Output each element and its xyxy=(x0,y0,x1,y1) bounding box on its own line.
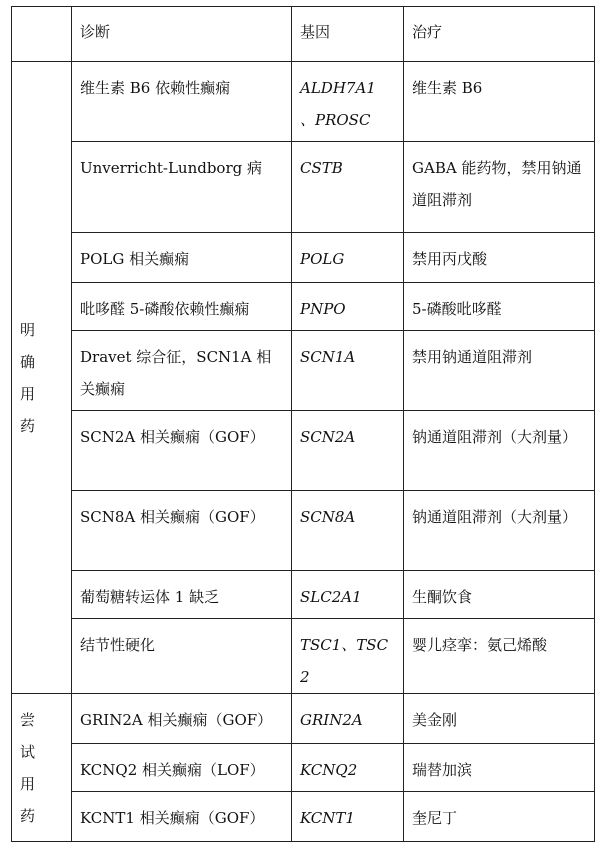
gene-cell: KCNQ2 xyxy=(292,744,404,792)
treatment-cell: 5-磷酸吡哆醛 xyxy=(404,283,595,331)
diagnosis-cell: 葡萄糖转运体 1 缺乏 xyxy=(72,571,292,619)
gene-cell: GRIN2A xyxy=(292,694,404,744)
treatment-cell: 瑞替加滨 xyxy=(404,744,595,792)
diagnosis-cell: KCNQ2 相关癫痫（LOF） xyxy=(72,744,292,792)
table-row xyxy=(12,694,595,744)
treatment-cell: 婴儿痉挛：氨己烯酸 xyxy=(404,619,595,694)
treatment-cell: 钠通道阻滞剂（大剂量） xyxy=(404,411,595,491)
treatment-cell: 禁用钠通道阻滞剂 xyxy=(404,331,595,411)
gene-cell: ALDH7A1 、PROSC xyxy=(292,62,404,142)
gene-cell: SLC2A1 xyxy=(292,571,404,619)
gene-cell: POLG xyxy=(292,233,404,283)
diagnosis-cell: Dravet 综合征，SCN1A 相关癫痫 xyxy=(72,331,292,411)
diagnosis-cell: 结节性硬化 xyxy=(72,619,292,694)
gene-cell: TSC1、TSC2 xyxy=(292,619,404,694)
header-row xyxy=(12,7,595,62)
treatment-cell: 维生素 B6 xyxy=(404,62,595,142)
diagnosis-cell: GRIN2A 相关癫痫（GOF） xyxy=(72,694,292,744)
table-row xyxy=(12,331,595,411)
header-treatment: 治疗 xyxy=(404,7,595,62)
treatment-cell: 奎尼丁 xyxy=(404,792,595,842)
table-row xyxy=(12,62,595,142)
table-row xyxy=(12,619,595,694)
gene-therapy-table xyxy=(11,6,595,842)
treatment-cell: 钠通道阻滞剂（大剂量） xyxy=(404,491,595,571)
table-row xyxy=(12,411,595,491)
gene-cell: SCN8A xyxy=(292,491,404,571)
gene-cell: KCNT1 xyxy=(292,792,404,842)
treatment-cell: GABA 能药物，禁用钠通道阻滞剂 xyxy=(404,142,595,233)
table-row xyxy=(12,571,595,619)
gene-cell: SCN1A xyxy=(292,331,404,411)
table-row xyxy=(12,283,595,331)
diagnosis-cell: SCN8A 相关癫痫（GOF） xyxy=(72,491,292,571)
category-cell xyxy=(12,62,72,694)
table-row xyxy=(12,142,595,233)
diagnosis-cell: SCN2A 相关癫痫（GOF） xyxy=(72,411,292,491)
gene-cell: SCN2A xyxy=(292,411,404,491)
table-row xyxy=(12,744,595,792)
treatment-cell: 生酮饮食 xyxy=(404,571,595,619)
table-row xyxy=(12,792,595,842)
category-cell xyxy=(12,694,72,842)
table-row xyxy=(12,491,595,571)
category-label: 明确用药 xyxy=(20,320,48,435)
treatment-cell: 禁用丙戊酸 xyxy=(404,233,595,283)
table-row xyxy=(12,233,595,283)
gene-cell: CSTB xyxy=(292,142,404,233)
diagnosis-cell: Unverricht-Lundborg 病 xyxy=(72,142,292,233)
diagnosis-cell: 吡哆醛 5-磷酸依赖性癫痫 xyxy=(72,283,292,331)
diagnosis-cell: 维生素 B6 依赖性癫痫 xyxy=(72,62,292,142)
category-label: 尝试用药 xyxy=(20,710,48,825)
header-diagnosis: 诊断 xyxy=(72,7,292,62)
diagnosis-cell: KCNT1 相关癫痫（GOF） xyxy=(72,792,292,842)
diagnosis-cell: POLG 相关癫痫 xyxy=(72,233,292,283)
header-category xyxy=(12,7,72,62)
header-gene: 基因 xyxy=(292,7,404,62)
treatment-cell: 美金刚 xyxy=(404,694,595,744)
gene-cell: PNPO xyxy=(292,283,404,331)
